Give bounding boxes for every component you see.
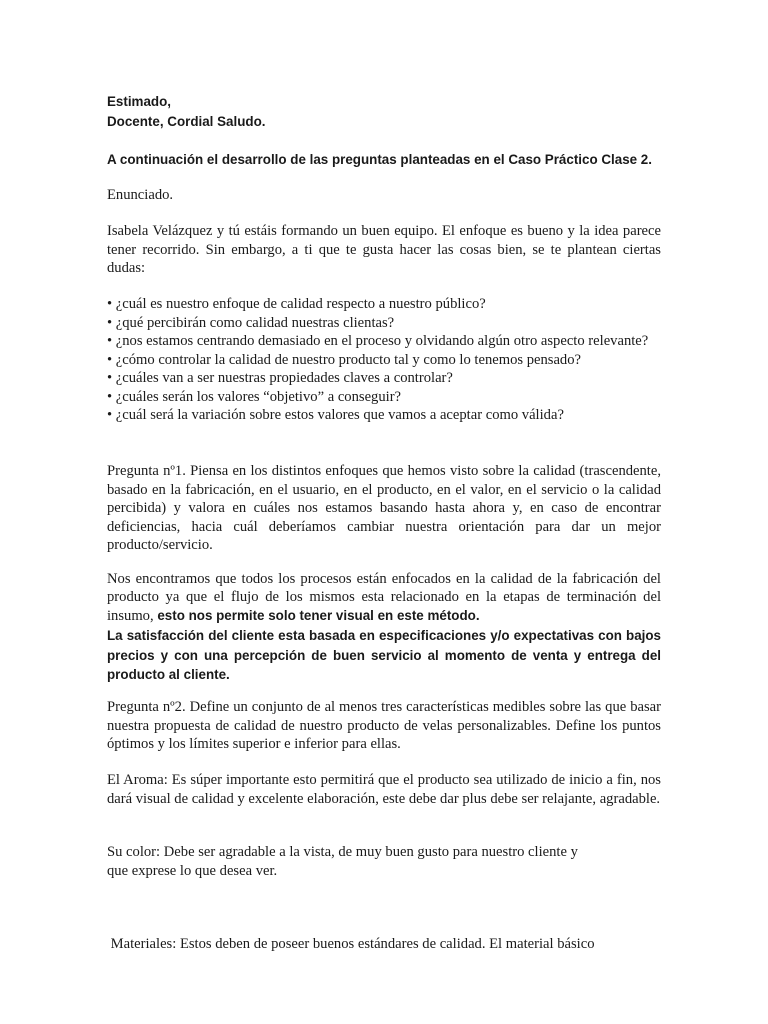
greeting bbox=[107, 92, 661, 132]
list-item: • ¿cuál es nuestro enfoque de calidad respecto a nuestro público? bbox=[107, 295, 661, 314]
aroma-paragraph bbox=[107, 771, 661, 808]
materiales-paragraph bbox=[107, 898, 661, 991]
respuesta-1 bbox=[107, 570, 661, 685]
color-paragraph bbox=[107, 843, 661, 880]
list-item: • ¿cuál será la variación sobre estos valores que vamos a aceptar como válida? bbox=[107, 406, 661, 425]
enunciado-paragraph bbox=[107, 222, 661, 278]
color-line-1: Su color: Debe ser agradable a la vista, de muy buen gusto para nuestro cliente y bbox=[107, 844, 578, 860]
list-item: • ¿cuáles van a ser nuestras propiedades claves a controlar? bbox=[107, 369, 661, 388]
list-item: • ¿qué percibirán como calidad nuestras clientas? bbox=[107, 314, 661, 333]
pregunta-1-text: Pregunta nº1. Piensa en los distintos enfoques que hemos visto sobre la calidad (trascendente, basado en la fabricación, en el usuario, en el producto, en el valor, en el servicio o la calidad percibida) y valora en cuáles nos estamos basando hasta ahora y, en caso de encontrar deficiencias, hacia cuál deberíamos cambiar nuestra orientación para dar un mejor producto/servicio. bbox=[107, 463, 661, 553]
questions-list bbox=[107, 295, 661, 425]
pregunta-2 bbox=[107, 698, 661, 754]
list-item: • ¿cuáles serán los valores “objetivo” a conseguir? bbox=[107, 388, 661, 407]
list-item: • ¿nos estamos centrando demasiado en el proceso y olvidando algún otro aspecto relevante? bbox=[107, 332, 661, 351]
respuesta-1-paragraph bbox=[107, 570, 661, 626]
enunciado-paragraph-text: Isabela Velázquez y tú estáis formando un buen equipo. El enfoque es bueno y la idea parece tener recorrido. Sin embargo, a ti que te gusta hacer las cosas bien, se te plantean ciertas dudas: bbox=[107, 223, 661, 276]
pregunta-1 bbox=[107, 462, 661, 555]
enunciado-heading-text: Enunciado. bbox=[107, 187, 174, 203]
materiales-text: Materiales: Estos deben de poseer buenos estándares de calidad. El material básico bbox=[107, 936, 595, 952]
respuesta-1-text: Nos encontramos que todos los procesos están enfocados en la calidad de la fabricación del producto ya que el flujo de los mismos esta relacionado en la etapas de terminación del insumo, bbox=[107, 571, 661, 624]
aroma-text: El Aroma: Es súper importante esto permitirá que el producto sea utilizado de inicio a fin, nos dará visual de calidad y excelente elaboración, este debe dar plus debe ser relajante, agradable. bbox=[107, 772, 661, 807]
intro-line bbox=[107, 150, 661, 170]
greeting-line-1: Estimado, bbox=[107, 94, 171, 109]
enunciado-heading bbox=[107, 186, 661, 205]
intro-text: A continuación el desarrollo de las preguntas planteadas en el Caso Práctico Clase 2. bbox=[107, 152, 652, 167]
respuesta-1-satisfaction: La satisfacción del cliente esta basada en especificaciones y/o expectativas con bajos precios y con una percepción de buen servicio al momento de venta y entrega del producto al cliente. bbox=[107, 628, 661, 682]
list-item: • ¿cómo controlar la calidad de nuestro producto tal y como lo tenemos pensado? bbox=[107, 351, 661, 370]
greeting-line-2: Docente, Cordial Saludo. bbox=[107, 114, 266, 129]
color-line-2: que exprese lo que desea ver. bbox=[107, 862, 278, 879]
pregunta-2-text: Pregunta nº2. Define un conjunto de al menos tres características medibles sobre las que basar nuestra propuesta de calidad de nuestro producto de velas personalizables. Define los puntos óptimos y los límites superior e inferior para ellas. bbox=[107, 699, 661, 752]
respuesta-1-bold: esto nos permite solo tener visual en este método. bbox=[153, 608, 480, 623]
